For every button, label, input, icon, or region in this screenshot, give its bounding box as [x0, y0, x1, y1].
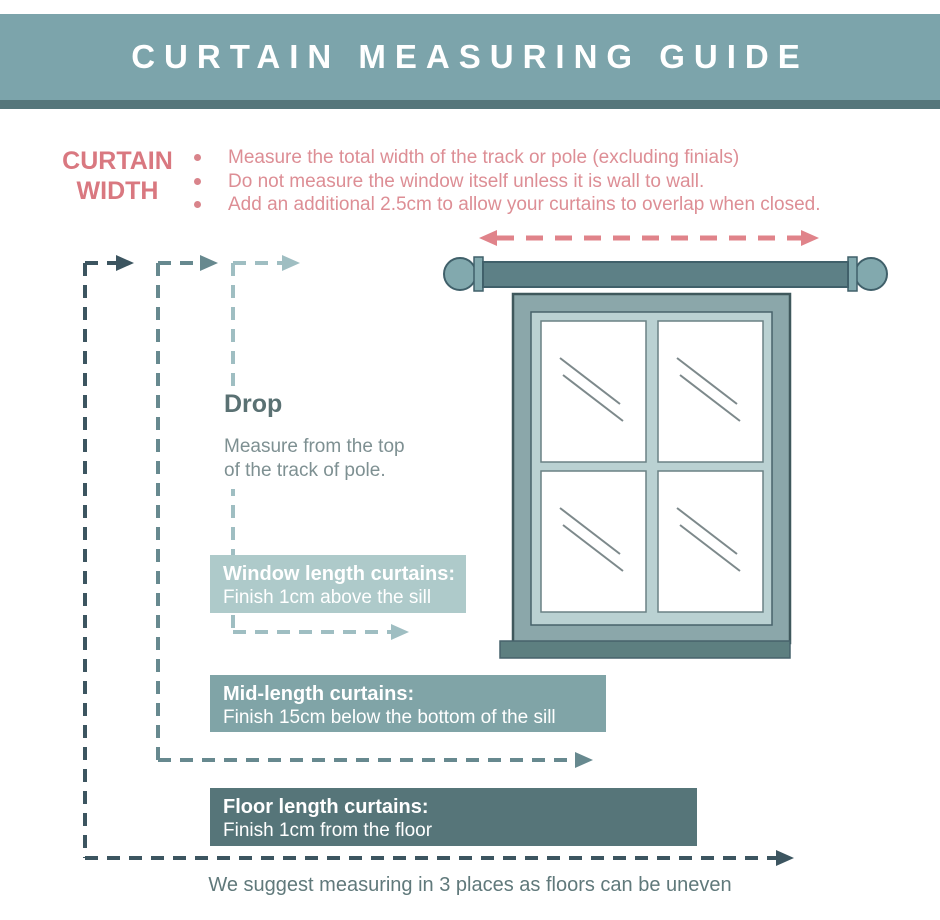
- window-length-title: Window length curtains:: [223, 563, 456, 585]
- drop-section: [218, 388, 442, 489]
- drop-description-line1: Measure from the top: [224, 436, 405, 457]
- width-instruction-text: Do not measure the window itself unless it is wall to wall.: [228, 170, 705, 192]
- floor-length-subtitle: Finish 1cm from the floor: [223, 820, 433, 841]
- drop-description-line2: of the track of pole.: [224, 460, 386, 481]
- window-illustration: [500, 294, 790, 658]
- window-length-subtitle: Finish 1cm above the sill: [223, 587, 432, 608]
- mid-length-title: Mid-length curtains:: [223, 683, 415, 705]
- window-sill: [500, 641, 790, 658]
- mid-length-box: [210, 675, 606, 732]
- curtain-width-label-line2: WIDTH: [76, 177, 159, 205]
- drop-description: [224, 435, 442, 483]
- window-length-box: [210, 555, 466, 613]
- floor-length-box: [210, 788, 697, 846]
- width-instruction-text: Measure the total width of the track or pole (excluding finials): [228, 147, 740, 168]
- mid-length-subtitle: Finish 15cm below the bottom of the sill: [223, 707, 556, 728]
- curtain-pole: [444, 257, 887, 291]
- width-instruction-text: Add an additional 2.5cm to allow your curtains to overlap when closed.: [228, 194, 821, 215]
- curtain-width-label-line1: CURTAIN: [62, 147, 173, 175]
- curtain-width-arrow-icon: [479, 230, 819, 246]
- page-title: CURTAIN MEASURING GUIDE: [131, 38, 809, 75]
- floor-length-title: Floor length curtains:: [223, 796, 429, 818]
- footer-note: We suggest measuring in 3 places as floors can be uneven: [208, 874, 732, 896]
- drop-heading: Drop: [224, 390, 283, 418]
